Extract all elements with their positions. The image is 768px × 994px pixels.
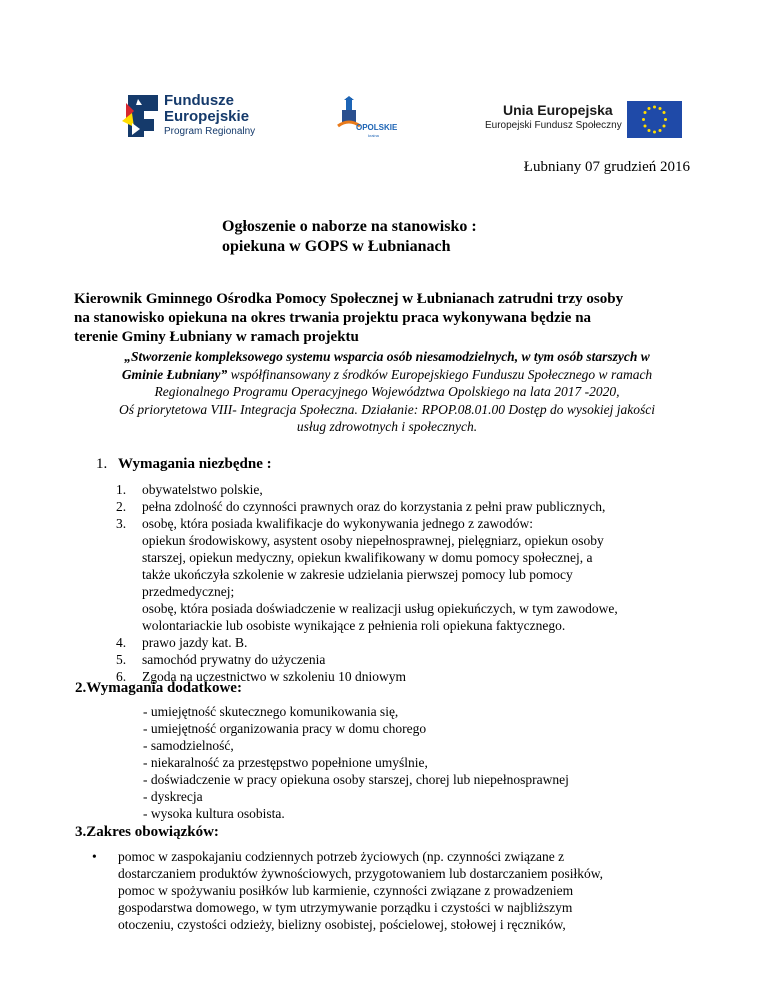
list-item: - dyskrecja xyxy=(143,789,203,804)
title-line1: Ogłoszenie o naborze na stanowisko : xyxy=(222,218,477,235)
list-item: 1. obywatelstwo polskie, xyxy=(116,482,263,497)
project-line5: usług zdrowotnych i społecznych. xyxy=(296,419,478,434)
intro-line3: terenie Gminy Łubniany w ramach projektu xyxy=(74,329,359,345)
project-description xyxy=(62,348,712,436)
fundusze-europejskie-logo-text xyxy=(164,93,255,139)
list-item: 4. prawo jazdy kat. B. xyxy=(116,635,248,650)
fundusze-europejskie-logo-mark xyxy=(120,93,160,144)
duties-list xyxy=(92,848,712,933)
ue-logo-line2: Europejski Fundusz Społeczny xyxy=(485,120,622,131)
project-title-part1: „Stworzenie kompleksowego systemu wsparcia osób niesamodzielnych, w tym osób starszych w xyxy=(124,349,650,364)
project-line4: Oś priorytetowa VIII- Integracja Społeczna. Działanie: RPOP.08.01.00 Dostęp do wysokiej jakości xyxy=(119,401,655,417)
section1-number: 1. xyxy=(96,456,108,472)
list-item: - doświadczenie w pracy opiekuna osoby starszej, chorej lub niepełnosprawnej xyxy=(143,772,569,787)
fe-logo-line3: Program Regionalny xyxy=(164,126,256,137)
list-item: - niekaralność za przestępstwo popełnione umyślnie, xyxy=(143,755,428,770)
eu-flag-icon xyxy=(627,101,682,138)
ue-logo-line1: Unia Europejska xyxy=(503,102,613,118)
fe-logo-line2: Europejskie xyxy=(164,108,250,125)
page-title xyxy=(222,217,477,257)
list-item: - umiejętność organizowania pracy w domu chorego xyxy=(143,721,427,736)
list-item: 5. samochód prywatny do użyczenia xyxy=(116,652,326,667)
list-item: - samodzielność, xyxy=(143,738,234,753)
list-item: 6. Zgoda na uczestnictwo w szkoleniu 10 dniowym xyxy=(116,669,406,684)
fe-logo-line1: Fundusze xyxy=(164,92,234,109)
date-line: Łubniany 07 grudzień 2016 xyxy=(523,159,690,175)
additional-list xyxy=(143,703,569,822)
opolskie-logo-name: OPOLSKIE xyxy=(356,123,398,132)
title-line2: opiekuna w GOPS w Łubnianach xyxy=(222,238,451,255)
list-item: pomoc w zaspokajaniu codziennych potrzeb życiowych (np. czynności związane z dostarczaniem produktów żywnościowych, przygotowaniem lub dostarczaniem posiłków, pomoc w spożywaniu posiłków lub karmienie, czynności związane z prowadzeniem gospodarstwa domowego, w tym utrzymywanie porządku i czystości w najbliższym otoczeniu, czystości odzieży, bielizny osobistej, pościelowej, stołowej i ręczników, xyxy=(118,849,603,932)
list-item: 3. osobę, która posiada kwalifikacje do wykonywania jednego z zawodów: opiekun środowiskowy, asystent osoby niepełnosprawnej, pielęgniarz, opiekun osoby starszej, opiekun medyczny, opiekun kwalifikowany w domu pomocy społecznej, a także ukończyła szkolenie w zakresie udzielania pierwszej pomocy lub pomocy przedmedycznej; osobę, która posiada doświadczenie w realizacji usług opiekuńczych, w tym zawodowe, wolontariackie lub osobiste wynikające z pełnienia roli opiekuna faktycznego. xyxy=(116,516,618,633)
intro-line1: Kierownik Gminnego Ośrodka Pomocy Społecznej w Łubnianach zatrudni trzy osoby xyxy=(74,291,624,307)
required-list xyxy=(116,481,716,685)
project-funding-text: współfinansowany z środków Europejskiego Funduszu Społecznego w ramach xyxy=(227,366,653,382)
project-title-part2: Gminie Łubniany” xyxy=(121,366,228,382)
opolskie-logo-tagline: kraina xyxy=(368,133,379,138)
intro-paragraph xyxy=(74,290,704,347)
list-item: 2. pełna zdolność do czynności prawnych oraz do korzystania z pełni praw publicznych, xyxy=(116,499,606,514)
intro-line2: na stanowisko opiekuna na okres trwania projektu praca wykonywana będzie na xyxy=(74,310,592,326)
section1-title: Wymagania niezbędne : xyxy=(118,456,272,472)
bullet-icon: • xyxy=(92,849,97,864)
project-line3: Regionalnego Programu Operacyjnego Województwa Opolskiego na lata 2017 -2020, xyxy=(154,384,620,399)
list-item: - umiejętność skutecznego komunikowania się, xyxy=(143,704,399,719)
section3-heading: 3.Zakres obowiązków: xyxy=(75,824,219,840)
section1-heading xyxy=(96,456,272,473)
unia-europejska-logo-text xyxy=(485,101,622,133)
list-item: - wysoka kultura osobista. xyxy=(143,806,285,821)
eu-stars xyxy=(642,106,667,134)
section2-heading: 2.Wymagania dodatkowe: xyxy=(75,680,242,696)
